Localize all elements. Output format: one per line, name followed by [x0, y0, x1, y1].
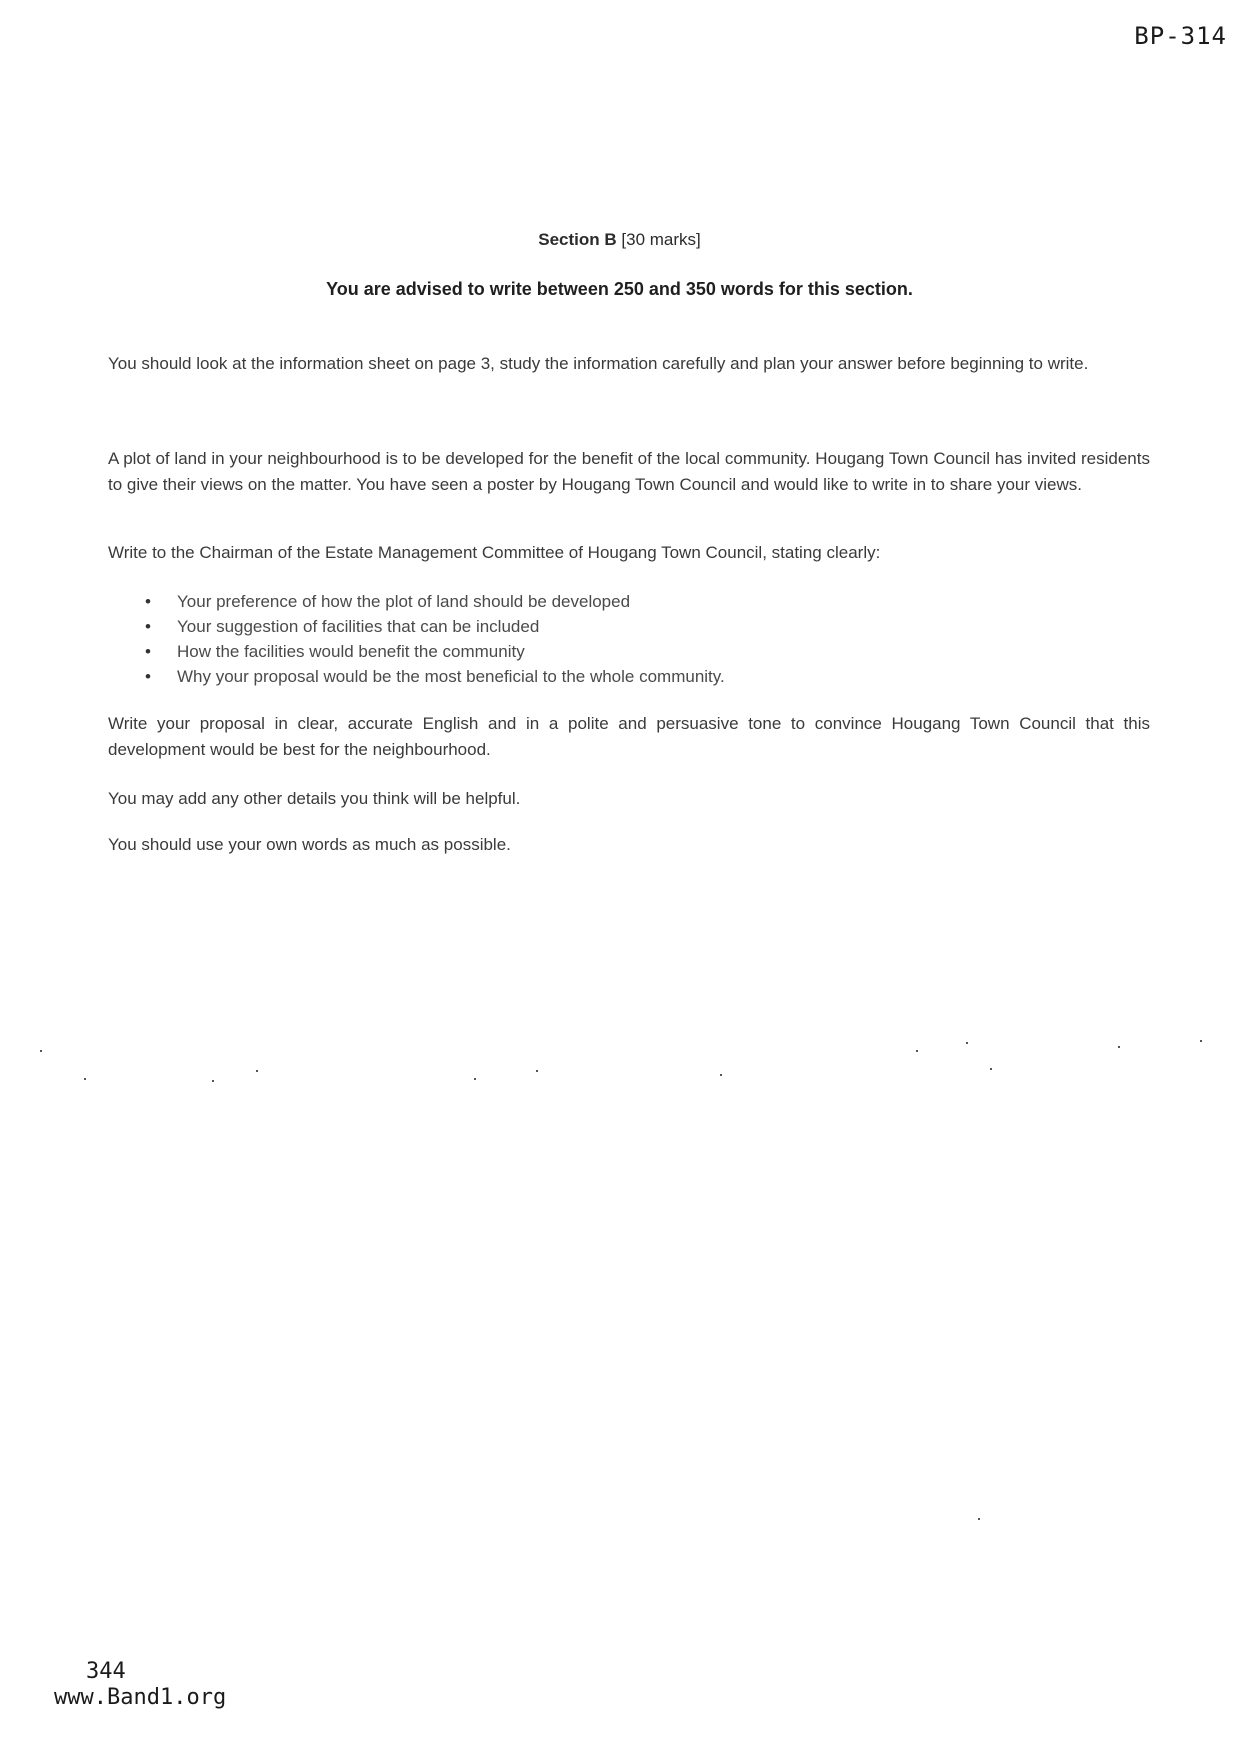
- site-watermark: www.Band1.org: [54, 1685, 227, 1710]
- context-paragraph: A plot of land in your neighbourhood is to be developed for the benefit of the local community. Hougang Town Council has invited residents to give their views on the matter. You have seen a poster by Hougang Town Council and would like to write in to share your views.: [108, 449, 1150, 494]
- list-item-text: How the facilities would benefit the community: [177, 642, 525, 661]
- list-item-text: Why your proposal would be the most beneficial to the whole community.: [177, 667, 725, 686]
- list-item-text: Your suggestion of facilities that can be included: [177, 617, 540, 636]
- write-to-paragraph: Write to the Chairman of the Estate Management Committee of Hougang Town Council, stating clearly:: [108, 543, 881, 562]
- list-item: [145, 614, 725, 639]
- own-words-paragraph: You should use your own words as much as possible.: [108, 835, 511, 854]
- section-heading: [0, 230, 1239, 250]
- section-title: Section B: [538, 230, 617, 249]
- details-paragraph: You may add any other details you think will be helpful.: [108, 789, 521, 808]
- list-item: [145, 664, 725, 689]
- bullet-icon: •: [145, 667, 151, 686]
- list-item: [145, 639, 725, 664]
- section-marks: [30 marks]: [621, 230, 701, 249]
- task-bullet-list: [145, 589, 725, 689]
- list-item-text: Your preference of how the plot of land should be developed: [177, 592, 631, 611]
- list-item: [145, 589, 725, 614]
- word-count-advice: You are advised to write between 250 and 350 words for this section.: [326, 279, 913, 299]
- bullet-icon: •: [145, 592, 151, 611]
- bullet-icon: •: [145, 617, 151, 636]
- intro-paragraph: You should look at the information sheet on page 3, study the information carefully and plan your answer before beginning to write.: [108, 354, 1089, 373]
- page-number: 344: [86, 1659, 126, 1684]
- page-code: BP-314: [1134, 22, 1227, 50]
- proposal-paragraph: Write your proposal in clear, accurate English and in a polite and persuasive tone to convince Hougang Town Council that this development would be best for the neighbourhood.: [108, 714, 1150, 759]
- bullet-icon: •: [145, 642, 151, 661]
